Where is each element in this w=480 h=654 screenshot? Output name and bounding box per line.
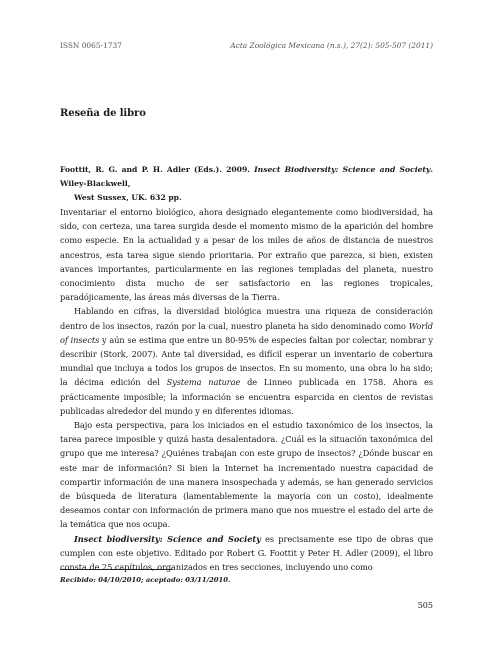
- paragraph-2-italic-1: World of insects: [60, 320, 433, 345]
- paragraph-1: Inventariar el entorno biológico, ahora designado elegantemente como biodiversidad, ha sido, con certeza, una tarea surgida desde el momento mismo de la aparición del hombre como especie. En la actualidad y a pesar de los miles de años de distancia de nuestros ancestros, esta tarea sigue siendo prioritaria. Por extraño que parezca, si bien, existen avances importantes, particularmente en las regiones templadas del planeta, nuestro conocimiento dista mucho de ser satisfactorio en las regiones tropicales, paradójicamente, las áreas más diversas de la Tierra.: [60, 207, 433, 303]
- book-citation: [60, 163, 433, 205]
- page-number: 505: [417, 601, 433, 610]
- paragraph-2-italic-2: Systema naturae: [166, 377, 241, 388]
- citation-authors: Foottit, R. G. and P. H. Adler (Eds.). 2009.: [60, 165, 250, 174]
- paragraph-2-text-b: y aún se estima que entre un 80-95% de especies faltan por colectar, nombrar y describir (Stork, 2007). Ante tal diversidad, es difícil esperar un inventario de cobertura mundial que incluya a todos los grupos de insectos. En su momento, una obra lo ha sido; la décima edición del: [60, 334, 433, 388]
- footnote-dates: Recibido: 04/10/2010; aceptado: 03/11/2010.: [60, 576, 231, 584]
- citation-book-title: Insect Biodiversity: Science and Society: [254, 165, 431, 174]
- paragraph-2: [60, 304, 433, 418]
- footnote-divider: [60, 569, 172, 570]
- citation-place: West Sussex, UK. 632 pp.: [74, 193, 182, 202]
- paragraph-2-text-c: de Linneo publicada en 1758. Ahora es prácticamente imposible; la información se encuentra esparcida en cientos de revistas publicadas alrededor del mundo y en diferentes idiomas.: [60, 377, 433, 416]
- paragraph-4: [60, 532, 433, 575]
- section-title: Reseña de libro: [60, 108, 146, 119]
- citation-publisher: . Wiley-Blackwell,: [60, 165, 434, 188]
- issn: ISSN 0065-1737: [60, 41, 122, 50]
- paragraph-3: Bajo esta perspectiva, para los iniciados en el estudio taxonómico de los insectos, la tarea parece imposible y quizá hasta desalentadora. ¿Cuál es la situación taxonómica del grupo que me interesa? ¿Quiénes trabajan con este grupo de insectos? ¿Dónde buscar en este mar de información? Si bien la Internet ha incrementado nuestra capacidad de compartir información de una manera insospechada y además, se han generado servicios de búsqueda de literatura (lamentablemente la mayoría con un costo), idealmente deseamos contar con información de primera mano que nos muestre el estado del arte de la temática que nos ocupa.: [60, 420, 433, 530]
- running-header: [60, 41, 433, 50]
- journal-citation: Acta Zoológica Mexicana (n.s.), 27(2): 505-507 (2011): [230, 41, 433, 50]
- review-body: [60, 205, 433, 574]
- paragraph-4-text: es precisamente ese tipo de obras que cumplen con este objetivo. Editado por Robert G. Foottit y Peter H. Adler (2009), el libro consta de 25 capítulos, organizados en tres secciones, incluyendo uno como: [60, 533, 434, 573]
- paragraph-4-book-title: Insect biodiversity: Science and Society: [74, 533, 261, 544]
- paragraph-2-text-a: Hablando en cifras, la diversidad biológica muestra una riqueza de consideración dentro de los insectos, razón por la cual, nuestro planeta ha sido denominado como: [60, 306, 433, 331]
